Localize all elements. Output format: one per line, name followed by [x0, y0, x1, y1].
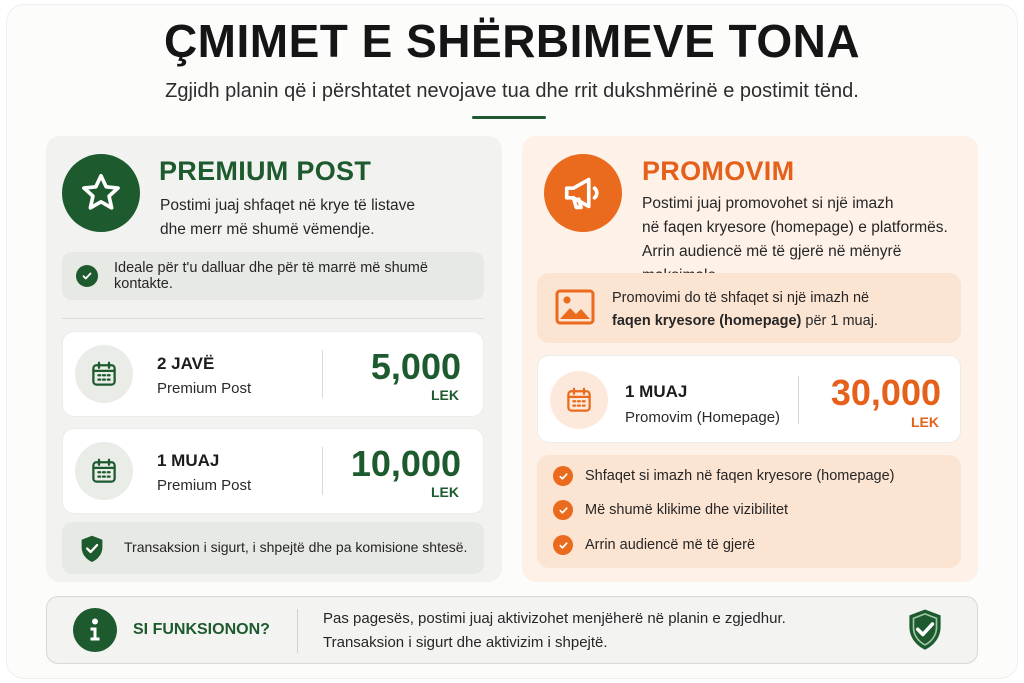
plan-separator: [322, 447, 323, 495]
check-icon: [553, 535, 573, 555]
shield-check-icon: [905, 607, 945, 653]
feature-item: [553, 535, 755, 555]
plan-duration: 1 MUAJ: [157, 451, 220, 470]
plan-name: Premium Post: [157, 477, 252, 494]
secure-transaction-bar: [62, 522, 484, 574]
megaphone-icon: [544, 154, 622, 232]
page-title: ÇMIMET E SHËRBIMEVE TONA: [163, 15, 861, 67]
plan-price: 10,000: [350, 443, 461, 484]
how-it-works-line2: Transaksion i sigurt dhe aktivizim i shpejtë.: [323, 634, 608, 651]
premium-plan-card-2weeks[interactable]: [62, 331, 484, 417]
bottom-separator: [297, 609, 298, 653]
promo-note-bold: faqen kryesore (homepage): [612, 313, 802, 329]
plan-name: Premium Post: [157, 380, 252, 397]
how-it-works-line1: Pas pagesës, postimi juaj aktivizohet menjëherë në planin e zgjedhur.: [323, 610, 786, 627]
premium-plan-card-1month[interactable]: [62, 428, 484, 514]
promo-plan-card[interactable]: [537, 355, 961, 443]
promo-description-line1: Postimi juaj promovohet si një imazh: [642, 195, 894, 212]
promo-description-line2: në faqen kryesore (homepage) e platformës.: [642, 219, 948, 236]
check-icon: [553, 500, 573, 520]
premium-note-text: Ideale për t'u dalluar dhe për të marrë më shumë kontakte.: [114, 260, 428, 292]
premium-description-line2: dhe merr më shumë vëmendje.: [160, 221, 375, 238]
premium-description-line1: Postimi juaj shfaqet në krye të listave: [160, 197, 416, 214]
premium-note: [62, 252, 484, 300]
page-subtitle: Zgjidh planin që i përshtatet nevojave tua dhe rrit dukshmërinë e postimit tënd.: [165, 80, 859, 102]
promo-note: [537, 273, 961, 343]
promo-note-line1: Promovimi do të shfaqet si një imazh në: [612, 290, 870, 306]
plan-price: 5,000: [370, 346, 461, 387]
promo-note-rest: për 1 muaj.: [801, 313, 878, 329]
plan-currency: LEK: [911, 414, 939, 430]
plan-separator: [798, 376, 799, 424]
calendar-icon: [75, 345, 133, 403]
promo-title: PROMOVIM: [642, 156, 795, 186]
promo-description-line3: Arrin audiencë më të gjerë në mënyrë: [642, 243, 902, 260]
feature-text: Më shumë klikime dhe vizibilitet: [585, 502, 789, 518]
how-it-works-text: [323, 607, 786, 655]
secure-text: Transaksion i sigurt, i shpejtë dhe pa komisione shtesë.: [124, 539, 468, 555]
plan-currency: LEK: [431, 387, 459, 403]
feature-item: [553, 466, 895, 486]
star-icon: [62, 154, 140, 232]
feature-text: Arrin audiencë më të gjerë: [585, 537, 756, 553]
feature-item: [553, 500, 788, 520]
calendar-icon: [550, 371, 608, 429]
plan-currency: LEK: [431, 484, 459, 500]
promo-features: [537, 455, 961, 568]
premium-divider: [62, 318, 484, 319]
feature-text: Shfaqet si imazh në faqen kryesore (homepage): [585, 468, 895, 484]
premium-description: [160, 194, 480, 242]
how-it-works-bar: [46, 596, 978, 664]
plan-duration: 2 JAVË: [157, 354, 215, 373]
check-icon: [76, 265, 98, 287]
how-it-works-label: SI FUNKSIONON?: [133, 621, 270, 638]
plan-name: Promovim (Homepage): [625, 409, 781, 426]
shield-check-icon: [78, 534, 106, 564]
plan-separator: [322, 350, 323, 398]
promo-note-text: [612, 287, 878, 333]
plan-price: 30,000: [830, 372, 941, 413]
check-icon: [553, 466, 573, 486]
image-icon: [555, 289, 595, 325]
info-icon: [73, 608, 117, 652]
title-underline: [472, 116, 546, 119]
plan-duration: 1 MUAJ: [625, 382, 688, 401]
calendar-icon: [75, 442, 133, 500]
premium-title: PREMIUM POST: [159, 156, 372, 186]
